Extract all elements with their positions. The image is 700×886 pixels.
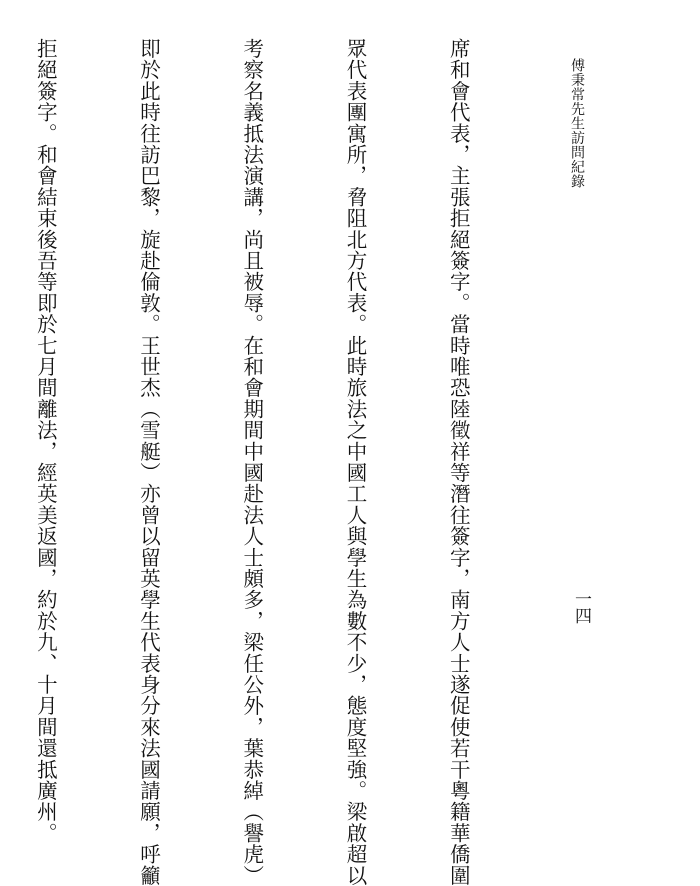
body-text <box>0 38 544 886</box>
text-column: 席和會代表，主張拒絕簽字。當時唯恐陸徵祥等潛往簽字，南方人士遂促使若干粵籍華僑圍 <box>446 38 471 886</box>
running-head: 傅秉常先生訪問紀錄 <box>569 58 585 189</box>
text-column: 眾代表團寓所，脅阻北方代表。此時旅法之中國工人與學生為數不少，態度堅強。梁啟超以 <box>342 38 367 886</box>
text-column: 即於此時往訪巴黎，旋赴倫敦。王世杰（雪艇）亦曾以留英學生代表身分來法國請願，呼籲 <box>136 38 161 886</box>
page-number: 一四 <box>571 590 591 624</box>
text-column: 拒絕簽字。和會結束後吾等即於七月間離法，經英美返國，約於九、十月間還抵廣州。 <box>33 38 58 844</box>
text-column: 考察名義抵法演講，尚且被辱。在和會期間中國赴法人士頗多，梁任公外，葉恭綽（譽虎） <box>239 38 264 886</box>
